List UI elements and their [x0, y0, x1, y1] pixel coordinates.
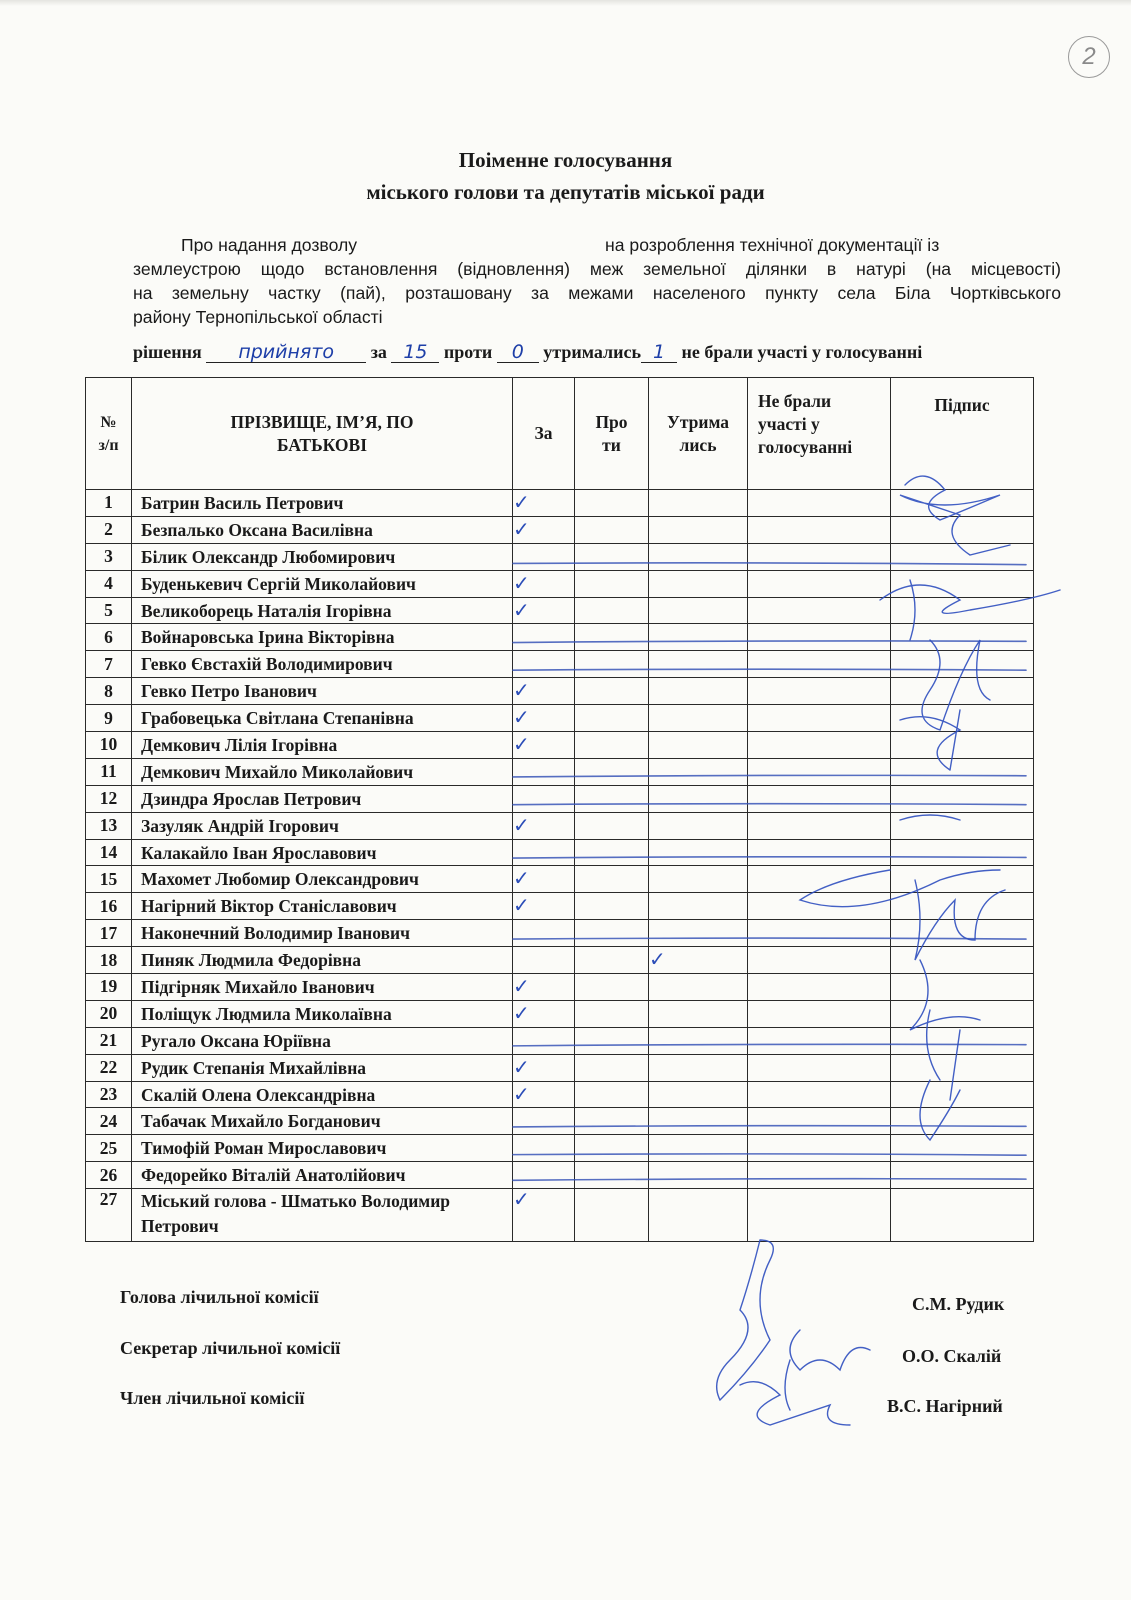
vote-cell-absent — [748, 947, 891, 974]
check-mark-icon: ✓ — [513, 597, 530, 622]
row-number: 8 — [86, 678, 132, 705]
abstained-count: 1 — [641, 342, 677, 363]
header-name — [132, 378, 513, 490]
header-absent — [748, 378, 891, 490]
table-row — [86, 1135, 1034, 1162]
voting-table — [85, 377, 1034, 1242]
vote-cell-for — [513, 1108, 575, 1135]
vote-cell-absent — [748, 893, 891, 920]
row-number: 15 — [86, 866, 132, 893]
check-mark-icon: ✓ — [513, 866, 530, 891]
vote-cell-abstain — [649, 705, 748, 732]
table-row — [86, 920, 1034, 947]
vote-cell-abstain — [649, 974, 748, 1001]
vote-cell-absent — [748, 1000, 891, 1027]
vote-cell-for — [513, 1027, 575, 1054]
for-label: за — [370, 342, 387, 362]
header-for: За — [513, 378, 575, 490]
member-signature — [740, 1382, 850, 1425]
signature-cell — [891, 947, 1034, 974]
vote-cell-for — [513, 1162, 575, 1189]
check-mark-icon: ✓ — [513, 570, 530, 595]
against-label: проти — [443, 342, 493, 362]
vote-cell-abstain — [649, 947, 748, 974]
row-number: 13 — [86, 812, 132, 839]
check-mark-icon: ✓ — [513, 489, 530, 514]
row-number: 11 — [86, 758, 132, 785]
member-name: Табачак Михайло Богданович — [132, 1108, 513, 1135]
vote-cell-for — [513, 678, 575, 705]
member-name: Буденькевич Сергій Миколайович — [132, 570, 513, 597]
member-name: Наконечний Володимир Іванович — [132, 920, 513, 947]
row-number: 27 — [86, 1189, 132, 1242]
vote-cell-against — [575, 1054, 649, 1081]
table-row — [86, 732, 1034, 759]
vote-cell-for — [513, 516, 575, 543]
vote-cell-against — [575, 678, 649, 705]
signature-cell — [891, 1054, 1034, 1081]
row-number: 26 — [86, 1162, 132, 1189]
member-name: Батрин Василь Петрович — [132, 490, 513, 517]
member-name: Великоборець Наталія Ігорівна — [132, 597, 513, 624]
against-count: 0 — [497, 342, 539, 363]
vote-cell-absent — [748, 651, 891, 678]
document-title: Поіменне голосування — [458, 148, 673, 172]
vote-cell-abstain — [649, 597, 748, 624]
row-number: 6 — [86, 624, 132, 651]
vote-cell-abstain — [649, 893, 748, 920]
member-name: Федорейко Віталій Анатолійович — [132, 1162, 513, 1189]
row-number: 21 — [86, 1027, 132, 1054]
vote-cell-absent — [748, 678, 891, 705]
vote-cell-abstain — [649, 785, 748, 812]
vote-cell-against — [575, 1000, 649, 1027]
check-mark-icon: ✓ — [513, 812, 530, 837]
vote-cell-absent — [748, 866, 891, 893]
decision-label: рішення — [133, 342, 202, 362]
vote-cell-for — [513, 570, 575, 597]
vote-cell-absent — [748, 1108, 891, 1135]
member-name: Рудик Степанія Михайлівна — [132, 1054, 513, 1081]
signature-cell — [891, 651, 1034, 678]
member-name: Махомет Любомир Олександрович — [132, 866, 513, 893]
member-name: Демкович Лілія Ігорівна — [132, 732, 513, 759]
header-number-line-2: з/п — [98, 436, 119, 454]
member-name: Дзиндра Ярослав Петрович — [132, 785, 513, 812]
vote-cell-against — [575, 516, 649, 543]
absent-label: не брали участі у голосуванні — [681, 342, 923, 362]
signature-cell — [891, 893, 1034, 920]
vote-cell-for — [513, 893, 575, 920]
vote-cell-abstain — [649, 1081, 748, 1108]
vote-cell-absent — [748, 1189, 891, 1242]
header-number — [86, 378, 132, 490]
table-row — [86, 543, 1034, 570]
table-row — [86, 758, 1034, 785]
vote-cell-abstain — [649, 1054, 748, 1081]
vote-cell-for — [513, 785, 575, 812]
vote-cell-against — [575, 705, 649, 732]
vote-cell-for — [513, 705, 575, 732]
vote-cell-absent — [748, 785, 891, 812]
member-name: Нагірний Віктор Станіславович — [132, 893, 513, 920]
vote-cell-absent — [748, 839, 891, 866]
table-row — [86, 490, 1034, 517]
member-name: Грабовецька Світлана Степанівна — [132, 705, 513, 732]
member-name: Безпалько Оксана Василівна — [132, 516, 513, 543]
member-name: Демкович Михайло Миколайович — [132, 758, 513, 785]
check-mark-icon: ✓ — [513, 731, 530, 756]
abstained-label: утримались — [543, 342, 641, 362]
vote-cell-for — [513, 624, 575, 651]
table-row — [86, 1081, 1034, 1108]
vote-cell-absent — [748, 597, 891, 624]
header-name-line-1: ПРІЗВИЩЕ, ІМ’Я, ПО — [230, 411, 414, 432]
document-subtitle: міського голови та депутатів міської ради — [366, 180, 765, 204]
header-against-line-1: Про — [595, 411, 628, 432]
subject-line-3: на земельну частку (пай), розташовану за межами населеного пункту села Біла Чортківського — [133, 283, 1061, 303]
vote-cell-absent — [748, 974, 891, 1001]
vote-cell-abstain — [649, 812, 748, 839]
signature-cell — [891, 1081, 1034, 1108]
signature-cell — [891, 839, 1034, 866]
header-signature: Підпис — [891, 378, 1034, 490]
secretary-label: Секретар лічильної комісії — [120, 1338, 341, 1358]
signature-cell — [891, 974, 1034, 1001]
vote-cell-for — [513, 866, 575, 893]
vote-cell-against — [575, 651, 649, 678]
row-number: 4 — [86, 570, 132, 597]
chair-name: С.М. Рудик — [912, 1294, 1005, 1314]
signature-cell — [891, 1108, 1034, 1135]
signature-cell — [891, 624, 1034, 651]
vote-cell-abstain — [649, 920, 748, 947]
member-name: Пиняк Людмила Федорівна — [132, 947, 513, 974]
row-number: 14 — [86, 839, 132, 866]
vote-cell-absent — [748, 624, 891, 651]
vote-cell-for — [513, 1054, 575, 1081]
check-mark-icon: ✓ — [513, 973, 530, 998]
member-name: Зазуляк Андрій Ігорович — [132, 812, 513, 839]
vote-cell-abstain — [649, 1135, 748, 1162]
row-number: 5 — [86, 597, 132, 624]
signature-cell — [891, 1189, 1034, 1242]
vote-cell-abstain — [649, 1108, 748, 1135]
header-abstain — [649, 378, 748, 490]
check-mark-icon: ✓ — [649, 947, 666, 972]
row-number: 20 — [86, 1000, 132, 1027]
chair-label: Голова лічильної комісії — [120, 1287, 319, 1307]
subject-line-4: району Тернопільської області — [133, 307, 383, 327]
table-row — [86, 597, 1034, 624]
vote-cell-abstain — [649, 1162, 748, 1189]
vote-cell-for — [513, 812, 575, 839]
vote-cell-for — [513, 543, 575, 570]
vote-cell-against — [575, 1081, 649, 1108]
signature-cell — [891, 920, 1034, 947]
vote-cell-for — [513, 1135, 575, 1162]
vote-cell-for — [513, 490, 575, 517]
vote-cell-absent — [748, 490, 891, 517]
header-against-line-2: ти — [602, 434, 621, 455]
member-name: Тимофій Роман Мирославович — [132, 1135, 513, 1162]
signature-cell — [891, 1162, 1034, 1189]
vote-cell-abstain — [649, 570, 748, 597]
table-row — [86, 516, 1034, 543]
subject-line-1-start: Про надання дозволу — [181, 235, 358, 255]
chair-signature — [717, 1240, 774, 1400]
vote-cell-for — [513, 758, 575, 785]
vote-cell-against — [575, 947, 649, 974]
vote-cell-for — [513, 920, 575, 947]
check-mark-icon: ✓ — [513, 678, 530, 703]
vote-cell-against — [575, 490, 649, 517]
vote-cell-for — [513, 839, 575, 866]
vote-cell-against — [575, 624, 649, 651]
member-name: Ругало Оксана Юріївна — [132, 1027, 513, 1054]
vote-cell-abstain — [649, 516, 748, 543]
table-row — [86, 1162, 1034, 1189]
vote-cell-abstain — [649, 866, 748, 893]
signature-cell — [891, 678, 1034, 705]
table-row — [86, 974, 1034, 1001]
vote-cell-for — [513, 947, 575, 974]
signature-cell — [891, 732, 1034, 759]
vote-cell-against — [575, 1108, 649, 1135]
member-name: Білик Олександр Любомирович — [132, 543, 513, 570]
member-name: Гевко Євстахій Володимирович — [132, 651, 513, 678]
table-row — [86, 812, 1034, 839]
secretary-name: О.О. Скалій — [902, 1346, 1002, 1366]
row-number: 24 — [86, 1108, 132, 1135]
table-row — [86, 651, 1034, 678]
vote-cell-against — [575, 974, 649, 1001]
signature-cell — [891, 758, 1034, 785]
vote-cell-abstain — [649, 1189, 748, 1242]
vote-cell-for — [513, 732, 575, 759]
row-number: 9 — [86, 705, 132, 732]
header-abstain-line-1: Утрима — [666, 411, 730, 432]
vote-cell-against — [575, 785, 649, 812]
vote-cell-against — [575, 839, 649, 866]
signature-cell — [891, 812, 1034, 839]
vote-cell-absent — [748, 1027, 891, 1054]
subject-line-1 — [133, 233, 1061, 257]
check-mark-icon: ✓ — [513, 893, 530, 918]
table-row — [86, 785, 1034, 812]
vote-cell-against — [575, 1162, 649, 1189]
table-row — [86, 1054, 1034, 1081]
vote-cell-abstain — [649, 624, 748, 651]
header-name-line-2: БАТЬКОВІ — [276, 434, 368, 455]
row-number: 17 — [86, 920, 132, 947]
check-mark-icon: ✓ — [513, 1187, 530, 1212]
member-name: В.С. Нагірний — [887, 1396, 1003, 1416]
row-number: 1 — [86, 490, 132, 517]
header-absent-line-1: Не брали — [758, 391, 832, 411]
signature-cell — [891, 1027, 1034, 1054]
vote-cell-against — [575, 1027, 649, 1054]
table-row — [86, 705, 1034, 732]
vote-cell-against — [575, 920, 649, 947]
vote-cell-abstain — [649, 1000, 748, 1027]
signature-cell — [891, 597, 1034, 624]
signature-cell — [891, 866, 1034, 893]
vote-cell-absent — [748, 812, 891, 839]
signature-cell — [891, 1135, 1034, 1162]
signature-cell — [891, 570, 1034, 597]
subject-paragraph — [133, 233, 1061, 329]
vote-cell-for — [513, 1081, 575, 1108]
vote-cell-absent — [748, 570, 891, 597]
vote-cell-abstain — [649, 543, 748, 570]
vote-cell-abstain — [649, 758, 748, 785]
signature-cell — [891, 705, 1034, 732]
for-count: 15 — [391, 342, 439, 363]
row-number: 25 — [86, 1135, 132, 1162]
vote-cell-absent — [748, 920, 891, 947]
vote-cell-against — [575, 893, 649, 920]
table-row — [86, 947, 1034, 974]
header-absent-line-3: голосуванні — [758, 437, 853, 457]
table-row — [86, 1189, 1034, 1242]
member-name: Калакайло Іван Ярославович — [132, 839, 513, 866]
vote-cell-against — [575, 597, 649, 624]
header-number-line-1: № — [100, 413, 117, 431]
vote-cell-against — [575, 732, 649, 759]
vote-cell-absent — [748, 732, 891, 759]
table-row — [86, 893, 1034, 920]
vote-cell-against — [575, 570, 649, 597]
member-name: Міський голова - Шматько Володимир Петрович — [132, 1189, 513, 1242]
check-mark-icon: ✓ — [513, 705, 530, 730]
row-number: 12 — [86, 785, 132, 812]
row-number: 23 — [86, 1081, 132, 1108]
member-label: Член лічильної комісії — [120, 1388, 305, 1408]
signature-cell — [891, 785, 1034, 812]
vote-cell-absent — [748, 1135, 891, 1162]
member-name: Гевко Петро Іванович — [132, 678, 513, 705]
decision-line — [133, 342, 1063, 363]
table-row — [86, 839, 1034, 866]
secretary-signature — [785, 1330, 870, 1410]
vote-cell-for — [513, 597, 575, 624]
table-row — [86, 1000, 1034, 1027]
member-name: Підгірняк Михайло Іванович — [132, 974, 513, 1001]
table-row — [86, 624, 1034, 651]
vote-cell-against — [575, 812, 649, 839]
vote-cell-abstain — [649, 678, 748, 705]
vote-cell-for — [513, 1189, 575, 1242]
vote-cell-for — [513, 974, 575, 1001]
vote-cell-against — [575, 758, 649, 785]
subject-line-1-end: на розроблення технічної документації із — [605, 235, 940, 255]
vote-cell-absent — [748, 758, 891, 785]
vote-cell-abstain — [649, 1027, 748, 1054]
table-row — [86, 570, 1034, 597]
row-number: 19 — [86, 974, 132, 1001]
check-mark-icon: ✓ — [513, 1054, 530, 1079]
row-number: 7 — [86, 651, 132, 678]
row-number: 3 — [86, 543, 132, 570]
check-mark-icon: ✓ — [513, 516, 530, 541]
vote-cell-absent — [748, 1054, 891, 1081]
vote-cell-absent — [748, 1081, 891, 1108]
vote-cell-absent — [748, 705, 891, 732]
row-number: 18 — [86, 947, 132, 974]
subject-line-2: землеустрою щодо встановлення (відновлення) меж земельної ділянки в натурі (на місцевості) — [133, 259, 1061, 279]
vote-cell-for — [513, 1000, 575, 1027]
check-mark-icon: ✓ — [513, 1000, 530, 1025]
header-absent-line-2: участі у — [758, 414, 820, 434]
row-number: 16 — [86, 893, 132, 920]
vote-cell-against — [575, 543, 649, 570]
vote-cell-against — [575, 866, 649, 893]
signature-cell — [891, 516, 1034, 543]
vote-cell-against — [575, 1135, 649, 1162]
vote-cell-absent — [748, 516, 891, 543]
table-row — [86, 678, 1034, 705]
header-abstain-line-2: лись — [679, 434, 717, 455]
vote-cell-absent — [748, 1162, 891, 1189]
vote-cell-abstain — [649, 732, 748, 759]
signature-cell — [891, 490, 1034, 517]
vote-cell-abstain — [649, 839, 748, 866]
row-number: 10 — [86, 732, 132, 759]
vote-cell-abstain — [649, 651, 748, 678]
vote-cell-absent — [748, 543, 891, 570]
signature-cell — [891, 1000, 1034, 1027]
table-row — [86, 1027, 1034, 1054]
member-name: Поліщук Людмила Миколаївна — [132, 1000, 513, 1027]
vote-cell-for — [513, 651, 575, 678]
row-number: 2 — [86, 516, 132, 543]
member-name: Войнаровська Ірина Вікторівна — [132, 624, 513, 651]
table-row — [86, 1108, 1034, 1135]
header-against — [575, 378, 649, 490]
vote-cell-abstain — [649, 490, 748, 517]
table-row — [86, 866, 1034, 893]
member-name: Скалій Олена Олександрівна — [132, 1081, 513, 1108]
vote-cell-against — [575, 1189, 649, 1242]
row-number: 22 — [86, 1054, 132, 1081]
decision-result: прийнято — [206, 342, 366, 363]
page-number: 2 — [1068, 36, 1110, 78]
check-mark-icon: ✓ — [513, 1081, 530, 1106]
scan-edge — [0, 0, 1131, 6]
signature-cell — [891, 543, 1034, 570]
